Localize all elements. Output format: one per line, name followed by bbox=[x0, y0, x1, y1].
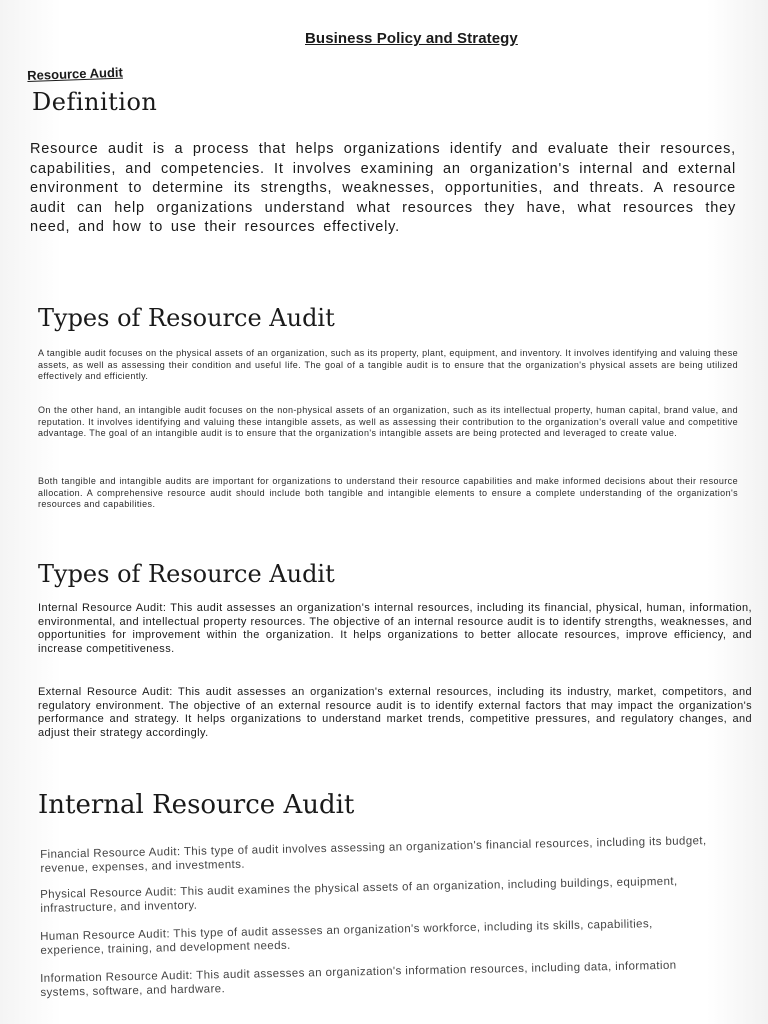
intangible-audit-paragraph: On the other hand, an intangible audit focuses on the non-physical assets of an organization, such as its intellectual property, human capital, brand value, and reputation. It involves identifying and valuing these intangible assets, as well as assessing their contribution to the organization's overall value and competitive advantage. The goal of an intangible audit is to ensure that the organization's intangible assets are being protected and leveraged to create value. bbox=[38, 405, 738, 438]
human-audit-paragraph: Human Resource Audit: This type of audit assesses an organization's workforce, including its skills, capabilities, experience, training, and development needs. bbox=[40, 918, 653, 957]
internal-resource-audit-heading: Internal Resource Audit bbox=[38, 790, 355, 820]
external-resource-audit-paragraph: External Resource Audit: This audit assesses an organization's external resources, including its industry, market, competitors, and regulatory environment. The objective of an external resource audit is to identify external factors that may impact the organization's performance and strategy. It helps organizations to understand market trends, competitive pressures, and regulatory changes, and adjust their strategy accordingly. bbox=[38, 686, 752, 739]
financial-audit-paragraph: Financial Resource Audit: This type of audit involves assessing an organization's financial resources, including its budget, revenue, expenses, and investments. bbox=[40, 835, 707, 875]
information-audit-paragraph: Information Resource Audit: This audit assesses an organization's information resources, including data, information systems, software, and hardware. bbox=[40, 959, 677, 999]
internal-resource-audit-paragraph: Internal Resource Audit: This audit assesses an organization's internal resources, including its financial, physical, human, information, environmental, and intellectual property resources. The objective of an internal resource audit is to identify strengths, weaknesses, and opportunities for improvement within the organization. It helps organizations to better allocate resources, improve efficiency, and increase competitiveness. bbox=[38, 602, 752, 655]
definition-paragraph: Resource audit is a process that helps organizations identify and evaluate their resources, capabilities, and competencies. It involves examining an organization's internal and external environment to determine its strengths, weaknesses, opportunities, and threats. A resource audit can help organizations understand what resources they have, what resources they need, and how to use their resources effectively. bbox=[30, 141, 736, 235]
types-heading-1: Types of Resource Audit bbox=[38, 304, 335, 332]
definition-heading: Definition bbox=[32, 88, 158, 116]
section-label: Resource Audit bbox=[27, 64, 124, 83]
both-audits-paragraph: Both tangible and intangible audits are important for organizations to understand their resource capabilities and make informed decisions about their resource allocation. A comprehensive resource audit should include both tangible and intangible elements to ensure a complete understanding of the organization's resources and capabilities. bbox=[38, 476, 738, 509]
physical-audit-paragraph: Physical Resource Audit: This audit examines the physical assets of an organization, including buildings, equipment, infrastructure, and inventory. bbox=[40, 875, 678, 915]
tangible-audit-paragraph: A tangible audit focuses on the physical assets of an organization, such as its property, plant, equipment, and inventory. It involves identifying and valuing these assets, as well as assessing their condition and useful life. The goal of a tangible audit is to ensure that the organization's physical assets are being utilized effectively and efficiently. bbox=[38, 348, 738, 381]
document-title: Business Policy and Strategy bbox=[305, 30, 518, 47]
types-heading-2: Types of Resource Audit bbox=[38, 560, 335, 588]
